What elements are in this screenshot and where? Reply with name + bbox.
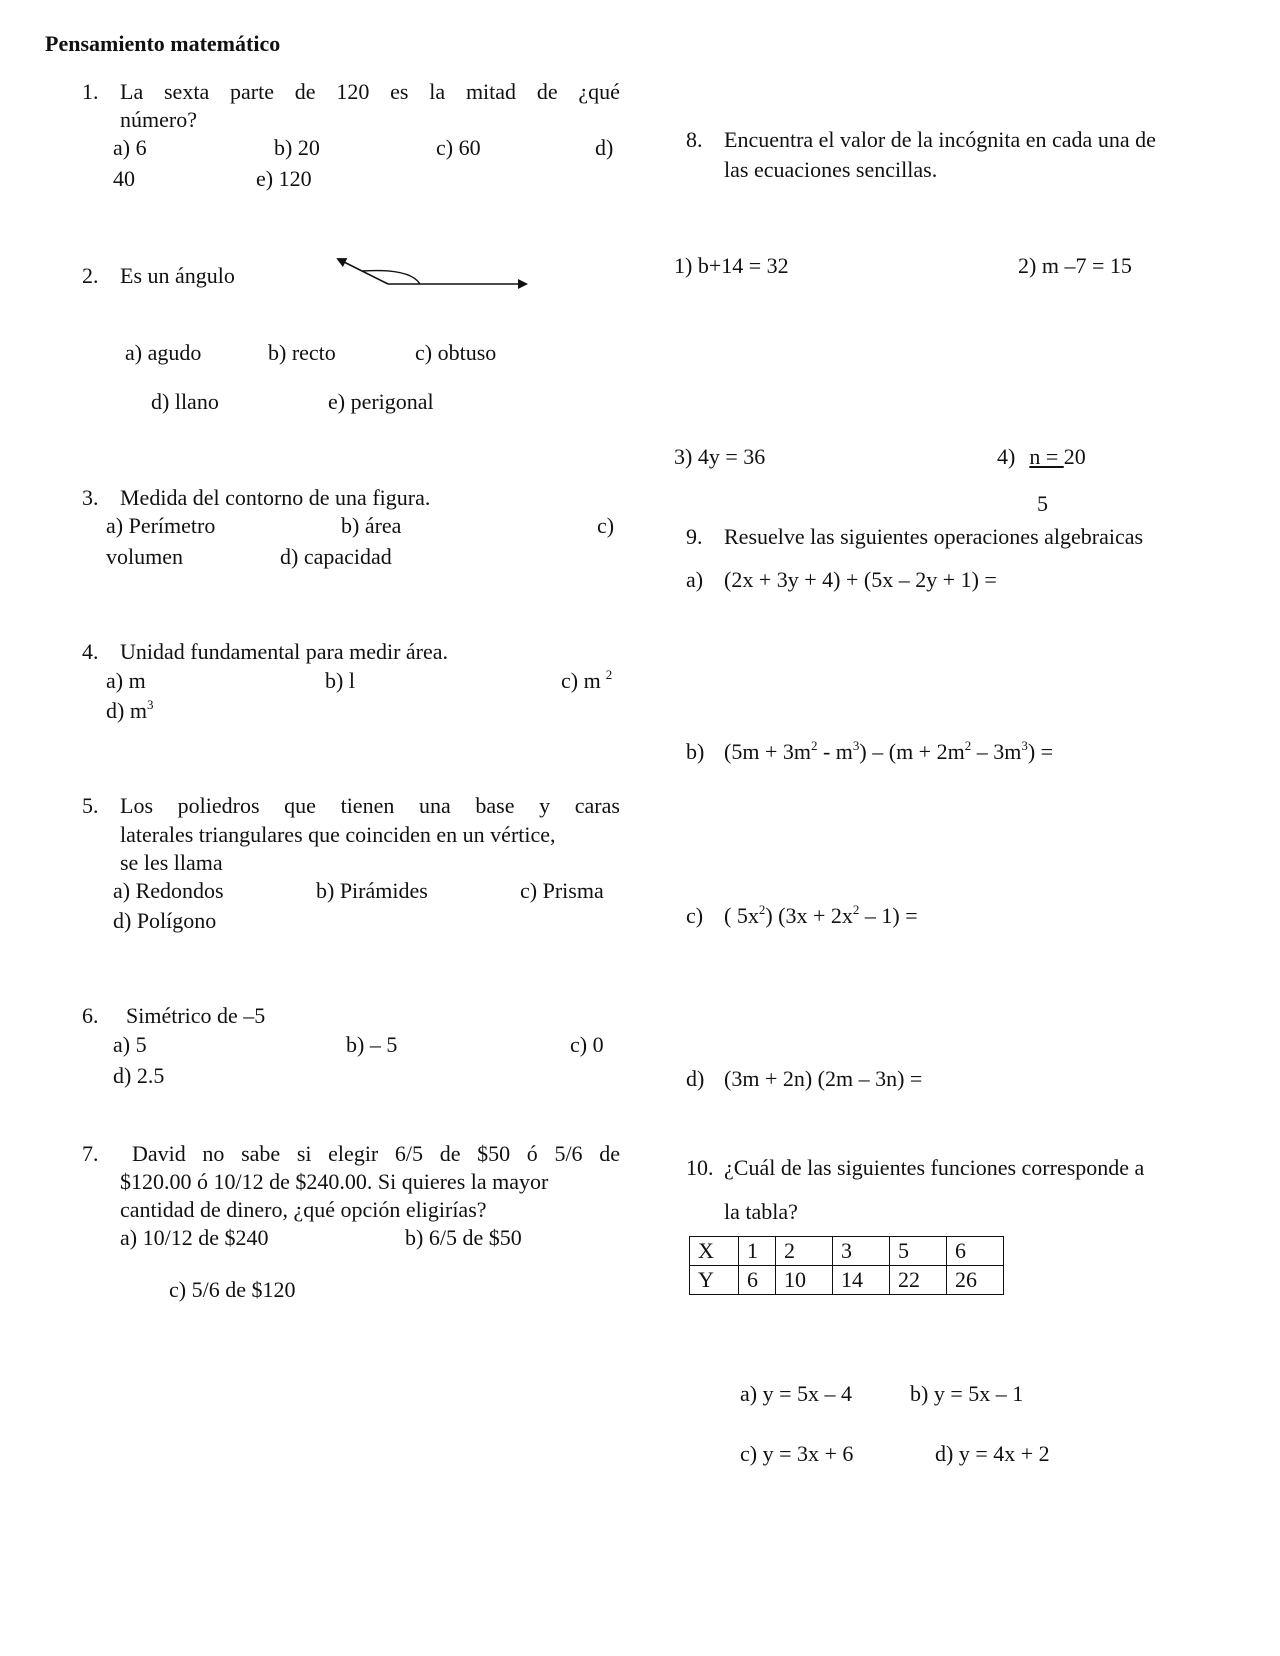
equation-4-numerator: n =: [1029, 444, 1064, 469]
q2-number: 2.: [82, 263, 99, 288]
q9-c-label: c): [686, 903, 704, 928]
word: si: [296, 1141, 312, 1166]
q7-option-a: a) 10/12 de $240: [120, 1225, 269, 1250]
q9-b-expression: [724, 738, 1053, 766]
q5-option-d: d) Polígono: [113, 908, 217, 933]
q3-option-d: d) capacidad: [280, 544, 392, 569]
word: y: [539, 793, 551, 818]
q3-option-c: c): [597, 513, 615, 538]
q5-option-a: a) Redondos: [113, 878, 224, 903]
q7-option-c: c) 5/6 de $120: [169, 1277, 296, 1302]
q1-option-b: b) 20: [274, 135, 320, 160]
q9-a-expression: (2x + 3y + 4) + (5x – 2y + 1) =: [724, 567, 997, 592]
q4-number: 4.: [82, 639, 99, 664]
q8-line1: Encuentra el valor de la incógnita en cada una de: [724, 127, 1156, 152]
exponent: 3: [1021, 738, 1028, 753]
q2-option-e: e) perigonal: [328, 389, 434, 414]
q5-line1: [120, 792, 620, 820]
q9-d-expression: (3m + 2n) (2m – 3n) =: [724, 1066, 923, 1091]
q3-option-b: b) área: [341, 513, 402, 538]
exponent: 2: [758, 902, 766, 917]
q6-number: 6.: [82, 1003, 99, 1028]
expr-part: – 1) =: [859, 903, 918, 928]
q6-option-b: b) – 5: [346, 1032, 398, 1057]
expr-part: - m: [817, 739, 853, 764]
q5-option-c: c) Prisma: [520, 878, 604, 903]
word: la: [429, 79, 446, 104]
q1-line1: [120, 78, 620, 106]
q6-option-d: d) 2.5: [113, 1063, 165, 1088]
table-cell: Y: [690, 1266, 739, 1295]
q10-option-a: a) y = 5x – 4: [740, 1381, 852, 1406]
table-cell: 5: [890, 1237, 947, 1266]
table-cell: X: [690, 1237, 739, 1266]
q6-option-a: a) 5: [113, 1032, 147, 1057]
word: mitad: [465, 79, 517, 104]
exponent: 2: [964, 738, 972, 753]
word: sexta: [164, 79, 210, 104]
word: elegir: [328, 1141, 379, 1166]
obtuse-angle-figure: [330, 250, 540, 290]
q1-option-d-value: 40: [113, 166, 135, 191]
q6-option-c: c) 0: [570, 1032, 604, 1057]
table-cell: 2: [776, 1237, 833, 1266]
word: ó: [526, 1141, 538, 1166]
table-cell: 26: [947, 1266, 1004, 1295]
word: es: [390, 79, 409, 104]
q9-b-label: b): [686, 739, 705, 764]
q4-option-c-base: c) m: [561, 668, 601, 693]
q7-line1: [132, 1140, 620, 1168]
expr-part: ) =: [1027, 739, 1054, 764]
table-cell: 10: [776, 1266, 833, 1295]
q4-option-b: b) l: [325, 668, 355, 693]
q8-number: 8.: [686, 127, 703, 152]
q7-line2: $120.00 ó 10/12 de $240.00. Si quieres la mayor: [120, 1169, 549, 1194]
word: de: [294, 79, 316, 104]
q2-option-a: a) agudo: [125, 340, 202, 365]
expr-part: ( 5x: [724, 903, 759, 928]
table-cell: 6: [947, 1237, 1004, 1266]
equation-4-denominator: 5: [1037, 491, 1048, 516]
q4-option-a: a) m: [106, 668, 146, 693]
word: poliedros: [177, 793, 260, 818]
q7-number: 7.: [82, 1141, 99, 1166]
equation-4: [997, 443, 1086, 471]
expr-part: ) (3x + 2x: [765, 903, 853, 928]
word: de: [439, 1141, 461, 1166]
q1-option-e: e) 120: [256, 166, 312, 191]
q9-number: 9.: [686, 524, 703, 549]
q1-number: 1.: [82, 79, 99, 104]
q9-c-expression: [724, 902, 918, 930]
word: que: [284, 793, 316, 818]
q5-number: 5.: [82, 793, 99, 818]
table-cell: 22: [890, 1266, 947, 1295]
q9-d-label: d): [686, 1066, 705, 1091]
equation-4-label: 4): [997, 444, 1016, 469]
word: de: [599, 1141, 620, 1166]
word: Los: [120, 793, 153, 818]
q3-text: Medida del contorno de una figura.: [120, 485, 431, 510]
word: 6/5: [394, 1141, 424, 1166]
angle-arc: [362, 271, 420, 284]
equation-1: 1) b+14 = 32: [674, 253, 789, 278]
equation-2: 2) m –7 = 15: [1018, 253, 1132, 278]
table-row: [690, 1237, 1004, 1266]
table-cell: 1: [739, 1237, 776, 1266]
word: no: [202, 1141, 225, 1166]
q4-option-d-base: d) m: [106, 698, 147, 723]
table-cell: 14: [833, 1266, 890, 1295]
table-cell: 6: [739, 1266, 776, 1295]
q3-option-c-value: volumen: [106, 544, 183, 569]
word: $50: [477, 1141, 511, 1166]
xy-table: [689, 1236, 1004, 1295]
page-title: Pensamiento matemático: [45, 31, 281, 56]
word: sabe: [241, 1141, 281, 1166]
q4-option-c: [561, 667, 612, 695]
table-row: [690, 1266, 1004, 1295]
word: David: [132, 1141, 186, 1166]
word: ¿qué: [578, 79, 620, 104]
q1-option-d: d): [595, 135, 614, 160]
word: 120: [336, 79, 370, 104]
q7-option-b: b) 6/5 de $50: [405, 1225, 522, 1250]
expr-part: (5m + 3m: [724, 739, 811, 764]
q10-line1: ¿Cuál de las siguientes funciones corresponde a: [724, 1155, 1145, 1180]
q5-option-b: b) Pirámides: [316, 878, 428, 903]
expr-part: – 3m: [971, 739, 1022, 764]
exponent: 2: [810, 738, 818, 753]
q4-option-c-exponent: 2: [605, 667, 613, 682]
q2-text: Es un ángulo: [120, 263, 235, 288]
q10-option-c: c) y = 3x + 6: [740, 1441, 854, 1466]
q9-a-label: a): [686, 567, 704, 592]
q10-number: 10.: [686, 1155, 714, 1180]
exponent: 3: [852, 738, 860, 753]
q1-option-c: c) 60: [436, 135, 481, 160]
q10-line2: la tabla?: [724, 1199, 798, 1224]
table-cell: 3: [833, 1237, 890, 1266]
equation-4-rhs: 20: [1063, 444, 1086, 469]
q1-line2: número?: [120, 107, 197, 132]
q1-option-a: a) 6: [113, 135, 147, 160]
q6-text: Simétrico de –5: [126, 1003, 266, 1028]
q7-line3: cantidad de dinero, ¿qué opción eligirías?: [120, 1197, 487, 1222]
q9-text: Resuelve las siguientes operaciones algebraicas: [724, 524, 1144, 549]
word: La: [120, 79, 144, 104]
q2-option-b: b) recto: [268, 340, 336, 365]
word: base: [475, 793, 515, 818]
q4-text: Unidad fundamental para medir área.: [120, 639, 449, 664]
word: parte: [230, 79, 274, 104]
word: caras: [574, 793, 620, 818]
q2-option-d: d) llano: [151, 389, 219, 414]
q10-option-b: b) y = 5x – 1: [910, 1381, 1024, 1406]
expr-part: ) – (m + 2m: [859, 739, 965, 764]
word: de: [536, 79, 558, 104]
q8-line2: las ecuaciones sencillas.: [724, 157, 938, 182]
word: 5/6: [554, 1141, 583, 1166]
q4-option-d-exponent: 3: [146, 697, 154, 712]
exponent: 2: [852, 902, 860, 917]
q5-line2: laterales triangulares que coinciden en un vértice,: [120, 822, 556, 847]
word: una: [418, 793, 451, 818]
q2-option-c: c) obtuso: [415, 340, 497, 365]
equation-3: 3) 4y = 36: [674, 444, 766, 469]
q4-option-d: [106, 697, 153, 725]
q10-option-d: d) y = 4x + 2: [935, 1441, 1050, 1466]
q5-line3: se les llama: [120, 850, 223, 875]
q3-option-a: a) Perímetro: [106, 513, 216, 538]
word: tienen: [340, 793, 395, 818]
q3-number: 3.: [82, 485, 99, 510]
